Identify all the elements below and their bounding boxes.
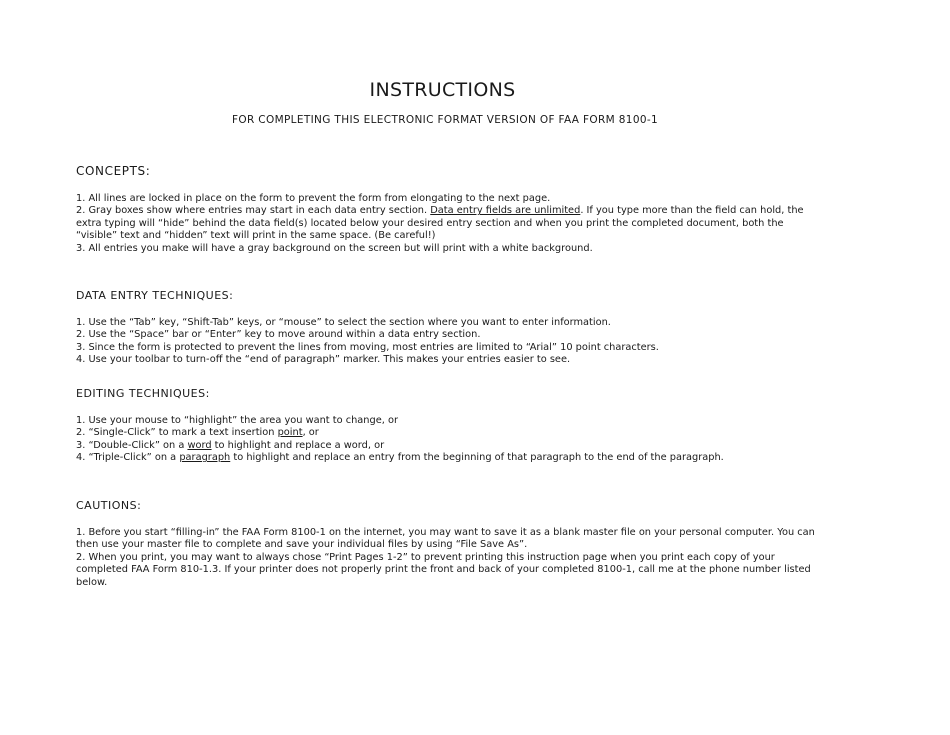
underlined-phrase: word	[187, 439, 212, 451]
list-item: 1. Before you start “filling-in” the FAA Form 8100-1 on the internet, you may want to save it as a blank master file on your personal computer. You can then use your master file to complete and save your individual files by using “File Save As”.	[76, 527, 815, 551]
list-item: 4. Use your toolbar to turn-off the “end of paragraph” marker. This makes your entries easier to see.	[76, 354, 571, 366]
item-text: 2. Gray boxes show where entries may start in each data entry section.	[76, 205, 431, 217]
item-text: to highlight and replace an entry from the beginning of that paragraph to the end of the paragraph.	[230, 452, 724, 464]
underlined-phrase: paragraph	[179, 452, 231, 464]
underlined-phrase: Data entry fields are unlimited	[430, 205, 581, 217]
list-item: 2. Use the “Space” bar or “Enter” key to move around within a data entry section.	[76, 329, 481, 341]
item-text: to highlight and replace a word, or	[211, 439, 385, 451]
concepts-heading: CONCEPTS:	[76, 164, 151, 178]
cautions-heading: CAUTIONS:	[76, 499, 142, 512]
editing-section	[76, 387, 821, 465]
data-entry-heading: DATA ENTRY TECHNIQUES:	[76, 289, 234, 302]
concepts-section	[76, 164, 821, 255]
list-item	[76, 415, 821, 427]
cautions-section	[76, 499, 821, 589]
list-item	[76, 205, 821, 242]
data-entry-section	[76, 289, 821, 367]
item-text: 2. “Single-Click” to mark a text insertion	[76, 427, 278, 439]
underlined-phrase: point	[277, 427, 303, 439]
data-entry-list	[76, 317, 821, 367]
item-text: 3. “Double-Click” on a	[76, 439, 188, 451]
editing-list	[76, 415, 821, 465]
list-item: 1. Use the “Tab” key, “Shift-Tab” keys, or “mouse” to select the section where you want to enter information.	[76, 317, 611, 328]
item-text: . If you type more than the field can hold, the extra typing will “hide” behind the data field(s) located below your desired entry section and when you print the completed document, both the “visible” text and “hidden” text will print in the same space. (Be careful!)	[76, 205, 804, 242]
editing-heading: EDITING TECHNIQUES:	[76, 387, 210, 400]
item-text: 3. All entries you make will have a gray background on the screen but will print with a white background.	[76, 242, 593, 254]
list-item	[76, 452, 821, 464]
list-item: 2. When you print, you may want to always chose “Print Pages 1-2” to prevent printing this instruction page when you print each copy of your completed FAA Form 810-1.3. If your printer does not properly print the front and back of your completed 8100-1, call me at the phone number listed below.	[76, 551, 811, 588]
list-item: 3. Since the form is protected to prevent the lines from moving, most entries are limited to “Arial” 10 point characters.	[76, 341, 659, 353]
list-item	[76, 440, 821, 452]
list-item	[76, 427, 821, 439]
list-item	[76, 243, 821, 255]
page-title: INSTRUCTIONS	[369, 79, 516, 101]
cautions-list	[76, 527, 821, 589]
page-subtitle: FOR COMPLETING THIS ELECTRONIC FORMAT VERSION OF FAA FORM 8100-1	[231, 114, 659, 126]
list-item	[76, 193, 821, 205]
item-text: , or	[302, 427, 319, 439]
item-text: 1. All lines are locked in place on the form to prevent the form from elongating to the next page.	[76, 193, 551, 204]
item-text: 4. “Triple-Click” on a	[76, 452, 180, 464]
concepts-list	[76, 193, 821, 255]
item-text: 1. Use your mouse to “highlight” the area you want to change, or	[76, 415, 399, 426]
